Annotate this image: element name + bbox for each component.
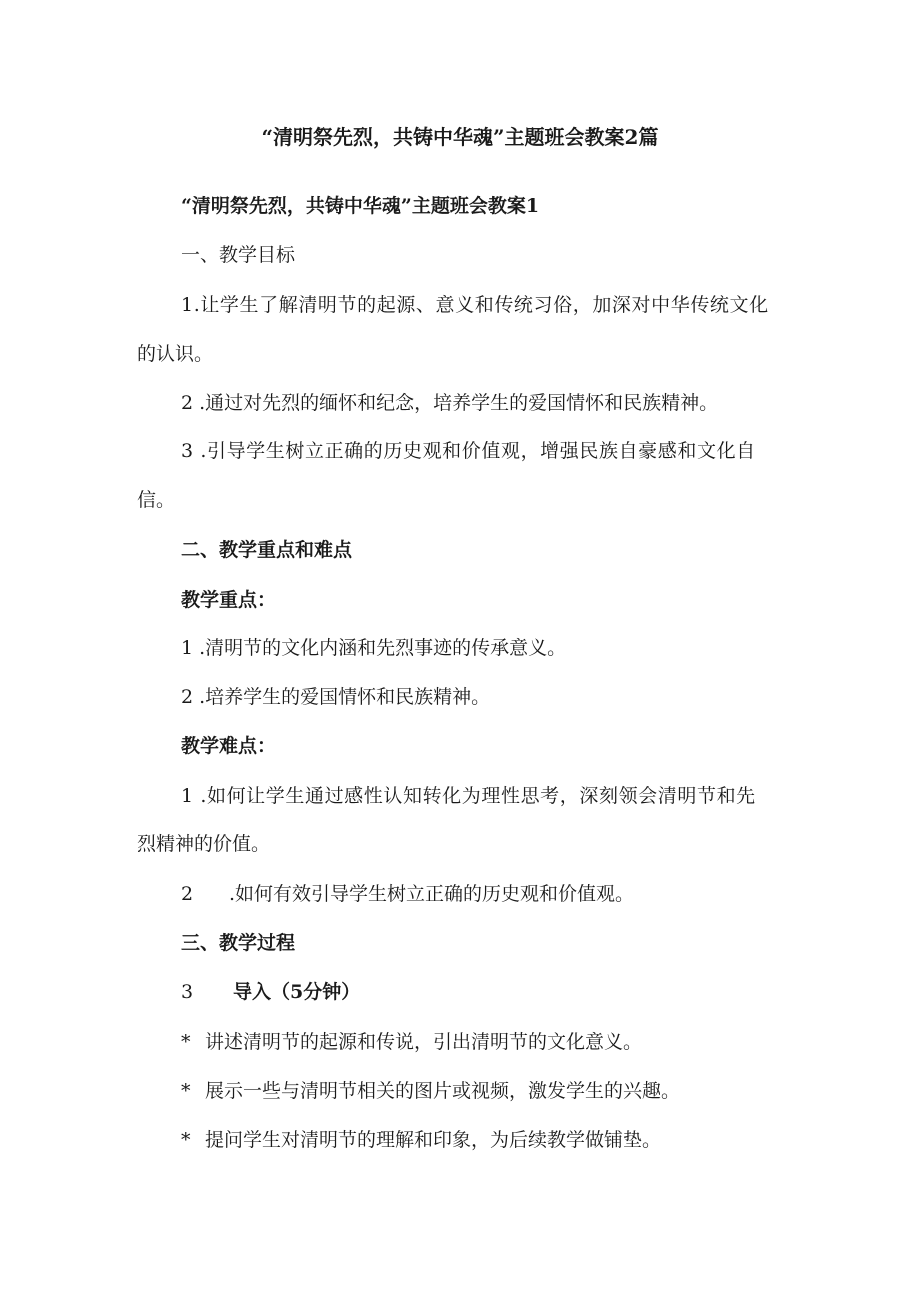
section-heading-objectives: 一、教学目标 — [181, 244, 296, 266]
key-points-label: 教学重点： — [181, 589, 277, 611]
objective-2: 2 .通过对先烈的缅怀和纪念，培养学生的爱国情怀和民族精神。 — [181, 392, 719, 414]
bullet-item-3: 提问学生对清明节的理解和印象，为后续教学做铺垫。 — [205, 1129, 662, 1151]
key-point-2: 2 .培养学生的爱国情怀和民族精神。 — [181, 686, 491, 708]
document-title: “清明祭先烈，共铸中华魂”主题班会教案2篇 — [261, 125, 659, 149]
bullet-item-1: 讲述清明节的起源和传说，引出清明节的文化意义。 — [205, 1031, 643, 1053]
difficulty-2-text: .如何有效引导学生树立正确的历史观和价值观。 — [229, 883, 635, 905]
bullet-item-2: 展示一些与清明节相关的图片或视频，激发学生的兴趣。 — [205, 1080, 681, 1102]
objective-3-line-2: 信。 — [137, 489, 176, 511]
section-heading-key-points: 二、教学重点和难点 — [181, 539, 353, 561]
lesson-plan-subtitle: “清明祭先烈，共铸中华魂”主题班会教案1 — [181, 195, 540, 217]
bullet-marker: * — [181, 1031, 191, 1053]
difficulty-2-number: 2 — [181, 883, 194, 905]
difficulty-1-line-2: 烈精神的价值。 — [137, 833, 271, 855]
section-heading-process: 三、教学过程 — [181, 932, 296, 954]
key-point-1: 1 .清明节的文化内涵和先烈事迹的传承意义。 — [181, 637, 567, 659]
objective-1-line-1: 1.让学生了解清明节的起源、意义和传统习俗，加深对中华传统文化 — [181, 294, 769, 316]
objective-1-line-2: 的认识。 — [137, 343, 214, 365]
objective-3-line-1: 3 .引导学生树立正确的历史观和价值观，增强民族自豪感和文化自 — [181, 440, 756, 462]
step-title: 导入（5分钟） — [233, 981, 361, 1003]
difficulty-1-line-1: 1 .如何让学生通过感性认知转化为理性思考，深刻领会清明节和先 — [181, 785, 756, 807]
step-number: 3 — [181, 981, 194, 1003]
bullet-marker: * — [181, 1129, 191, 1151]
bullet-marker: * — [181, 1080, 191, 1102]
difficulties-label: 教学难点： — [181, 735, 277, 757]
